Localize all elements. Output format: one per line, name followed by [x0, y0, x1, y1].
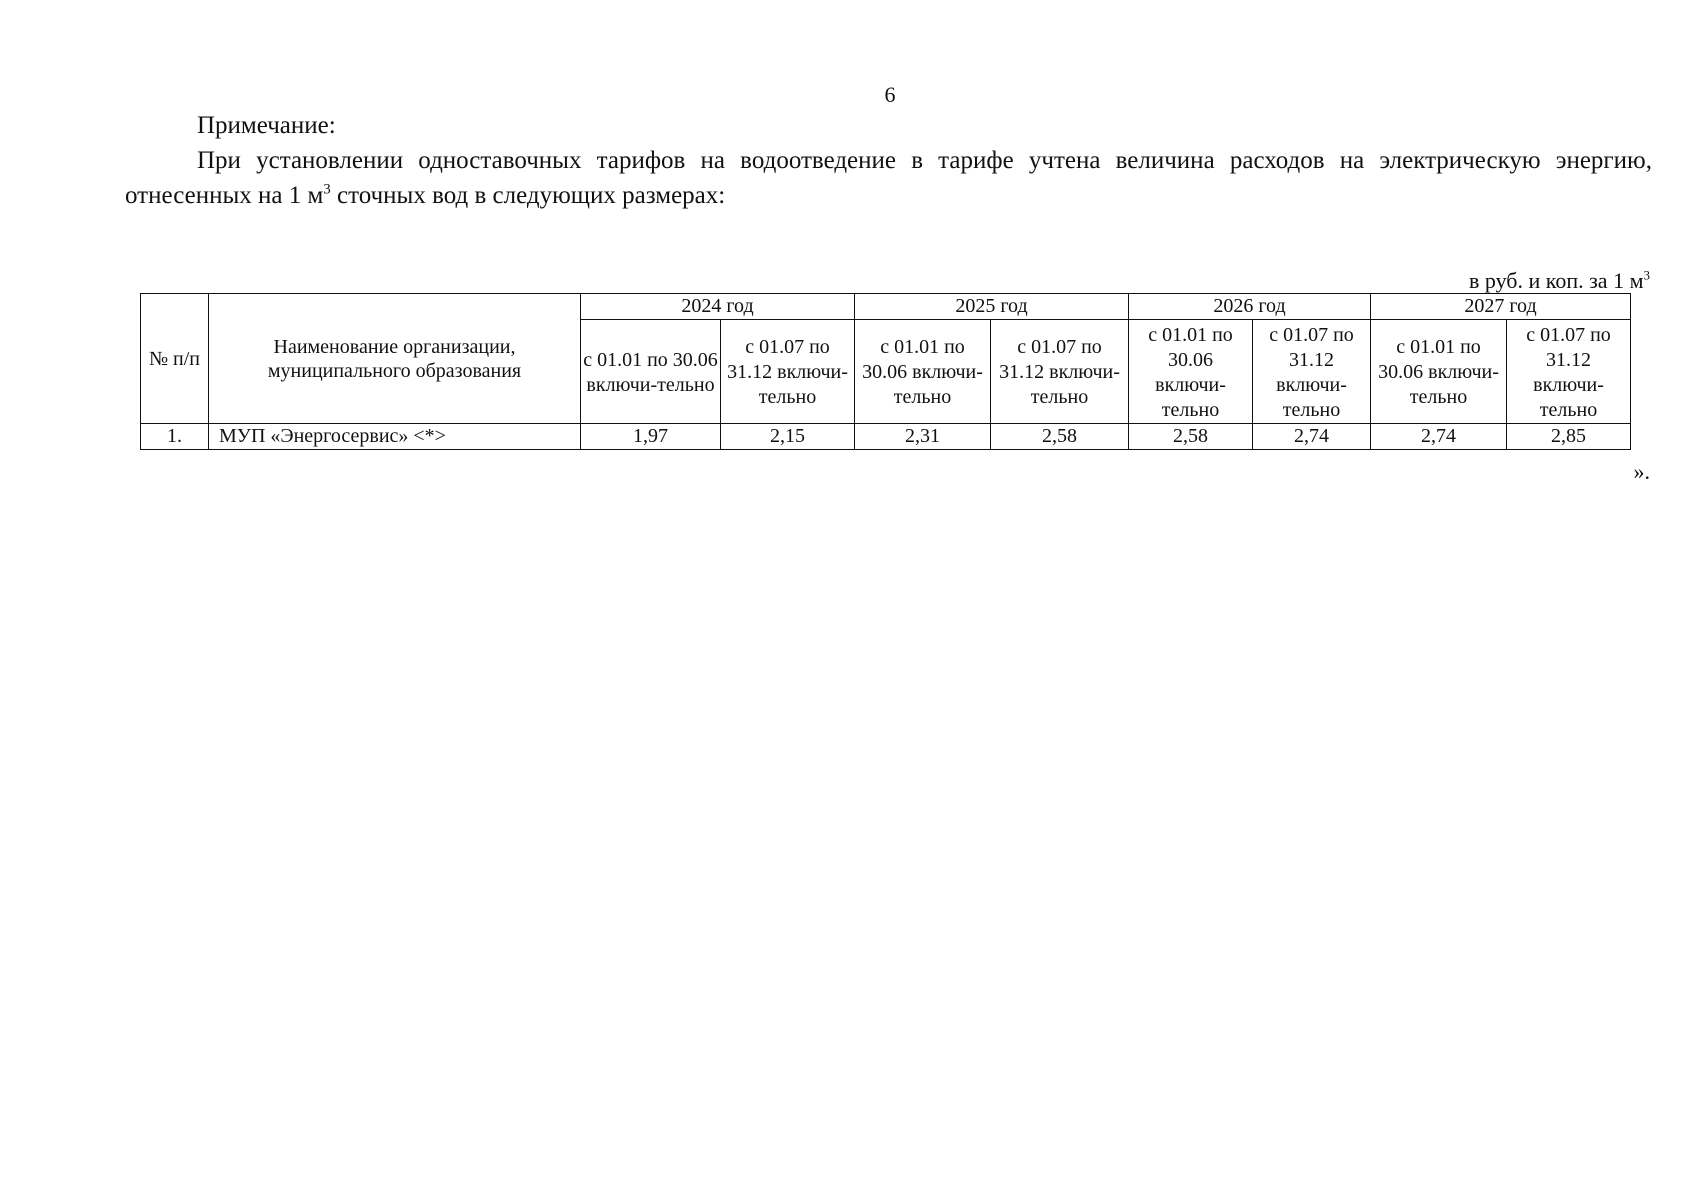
header-period-2026-h2: с 01.07 по 31.12 включи-тельно	[1253, 320, 1371, 424]
note-paragraph	[125, 143, 1652, 213]
unit-superscript: 3	[1643, 267, 1650, 283]
value-2025-h1: 2,31	[855, 424, 991, 450]
value-2027-h1: 2,74	[1371, 424, 1507, 450]
header-period-2024-h1: с 01.01 по 30.06 включи-тельно	[581, 320, 721, 424]
row-organization: МУП «Энергосервис» <*>	[209, 424, 581, 450]
tariff-table	[140, 293, 1631, 450]
unit-label	[1469, 268, 1650, 294]
header-year-2026: 2026 год	[1129, 294, 1371, 320]
header-organization: Наименование организации, муниципального образования	[209, 294, 581, 424]
header-period-2025-h2: с 01.07 по 31.12 включи-тельно	[991, 320, 1129, 424]
header-period-2027-h2: с 01.07 по 31.12 включи-тельно	[1507, 320, 1631, 424]
cubic-superscript: 3	[323, 181, 331, 198]
header-period-2026-h1: с 01.01 по 30.06 включи-тельно	[1129, 320, 1253, 424]
unit-text: в руб. и коп. за 1 м	[1469, 268, 1644, 293]
table-row	[141, 424, 1631, 450]
value-2024-h1: 1,97	[581, 424, 721, 450]
header-year-2025: 2025 год	[855, 294, 1129, 320]
header-year-2024: 2024 год	[581, 294, 855, 320]
page-number: 6	[884, 82, 896, 107]
note-text-part-2: сточных вод в следующих размерах:	[330, 182, 726, 209]
value-2026-h1: 2,58	[1129, 424, 1253, 450]
value-2027-h2: 2,85	[1507, 424, 1631, 450]
header-period-2024-h2: с 01.07 по 31.12 включи-тельно	[721, 320, 855, 424]
header-year-2027: 2027 год	[1371, 294, 1631, 320]
header-period-2025-h1: с 01.01 по 30.06 включи-тельно	[855, 320, 991, 424]
row-number: 1.	[141, 424, 209, 450]
value-2025-h2: 2,58	[991, 424, 1129, 450]
header-number: № п/п	[141, 294, 209, 424]
header-period-2027-h1: с 01.01 по 30.06 включи-тельно	[1371, 320, 1507, 424]
header-row-years	[141, 294, 1631, 320]
value-2026-h2: 2,74	[1253, 424, 1371, 450]
value-2024-h2: 2,15	[721, 424, 855, 450]
note-heading: Примечание:	[197, 112, 336, 139]
closing-quote: ».	[1633, 459, 1650, 484]
note-text-part-1: При установлении одноставочных тарифов на водоотведение в тарифе учтена величина расходов на электрическую энергию, отнесенных на 1 м	[125, 147, 1652, 209]
